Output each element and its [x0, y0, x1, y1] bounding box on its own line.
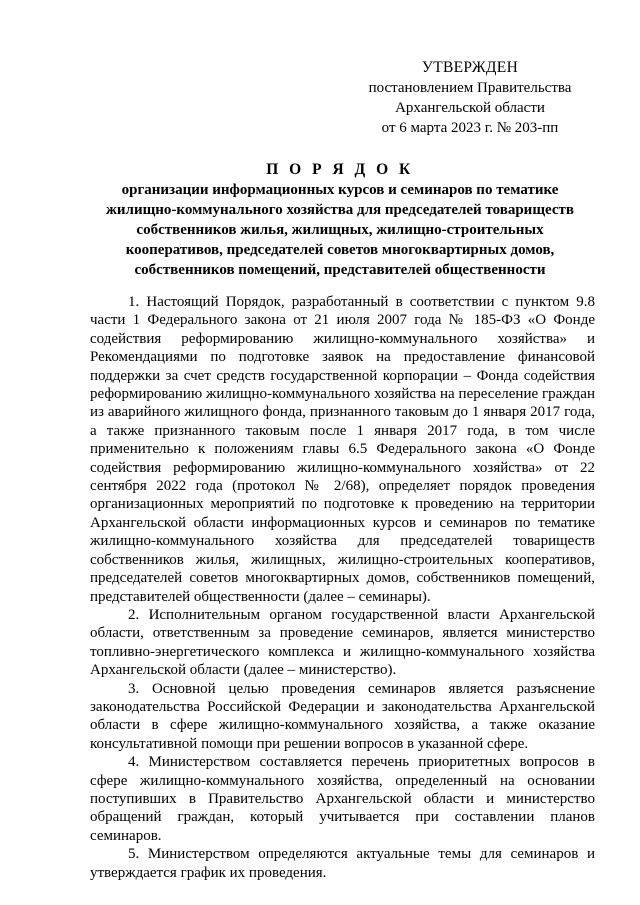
approval-line-1: постановлением Правительства [368, 80, 572, 96]
document-body [90, 293, 595, 882]
document-title: П О Р Я Д О К [266, 161, 414, 178]
paragraph-5: 5. Министерством определяются актуальные темы для семинаров и утверждается график их проведения. [90, 846, 595, 881]
paragraph-3: 3. Основной целью проведения семинаров является разъяснение законодательства Российской Федерации и законодательства Архангельской области в сфере жилищно-коммунального хозяйства, а также оказание консультативной помощи при решении вопросов в указанной сфере. [90, 680, 595, 752]
paragraph-4: 4. Министерством составляется перечень приоритетных вопросов в сфере жилищно-коммунального хозяйства, определенный на основании поступивших в Правительство Архангельской области и министерство обращений граждан, который учитывается при составлении планов семинаров. [90, 754, 595, 844]
paragraph-1: 1. Настоящий Порядок, разработанный в соответствии с пунктом 9.8 части 1 Федерального закона от 21 июля 2007 года № 185-ФЗ «О Фонде содействия реформированию жилищно-коммунального хозяйства» и Рекомендациями по подготовке заявок на предоставление финансовой поддержки за счет средств государственной корпорации – Фонда содействия реформированию жилищно-коммунального хозяйства на переселение граждан из аварийного жилищного фонда, признанного таковым до 1 января 2017 года, а также признанного таковым после 1 января 2017 года, в том числе применительно к положениям главы 6.5 Федерального закона «О Фонде содействия реформированию жилищно-коммунального хозяйства» от 22 сентября 2022 года (протокол № 2/68), определяет порядок проведения организационных мероприятий по подготовке к проведению на территории Архангельской области информационных курсов и семинаров по тематике жилищно-коммунального хозяйства для председателей товариществ собственников жилья, жилищных, жилищно-строительных кооперативов, председателей советов многоквартирных домов, собственников помещений, представителей общественности (далее – семинары). [90, 294, 595, 605]
approval-line-2: Архангельской области [395, 100, 545, 116]
document-subtitle: организации информационных курсов и семинаров по тематике жилищно-коммунального хозяйства для председателей товариществ собственников жилья, жилищных, жилищно-строительных кооперативов, председателей советов многоквартирных домов, собственников помещений, представителей общественности [106, 182, 574, 278]
approval-title: УТВЕРЖДЕН [421, 59, 519, 76]
approval-date: от 6 марта 2023 г. № 203-пп [381, 120, 559, 136]
paragraph-2: 2. Исполнительным органом государственной власти Архангельской области, ответственным за проведение семинаров, является министерство топливно-энергетического комплекса и жилищно-коммунального хозяйства Архангельской области (далее – министерство). [90, 606, 595, 679]
approval-stamp [360, 58, 580, 138]
document-header [90, 160, 590, 280]
